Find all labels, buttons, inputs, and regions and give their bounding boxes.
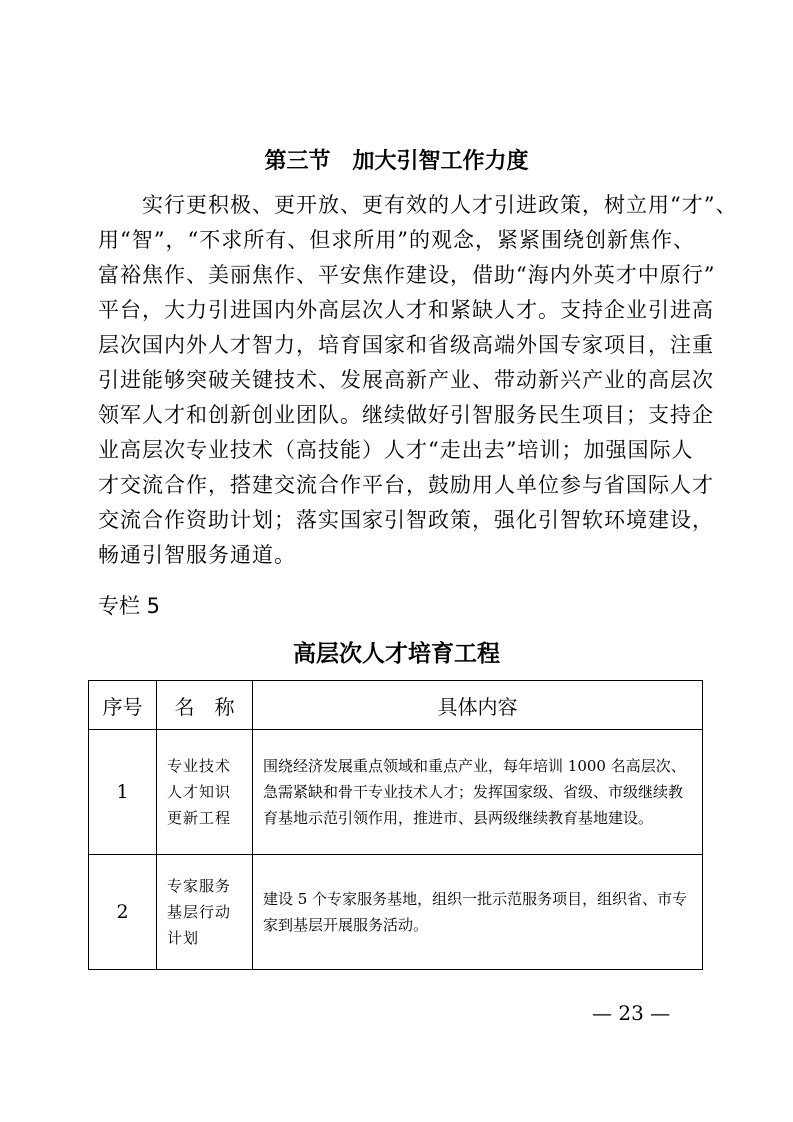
page-number: — 23 — <box>592 1001 671 1025</box>
body-line: 实行更积极、更开放、更有效的人才引进政策，树立用“才”、 <box>142 193 738 217</box>
body-line: 平台，大力引进国内外高层次人才和紧缺人才。支持企业引进高 <box>98 298 714 322</box>
body-line: 富裕焦作、美丽焦作、平安焦作建设，借助“海内外英才中原行” <box>98 263 716 287</box>
project-table <box>88 680 703 970</box>
body-line: 才交流合作，搭建交流合作平台，鼓励用人单位参与省国际人才 <box>98 473 714 497</box>
column-label: 专栏 5 <box>98 594 161 618</box>
row-content: 围绕经济发展重点领域和重点产业，每年培训 1000 名高层次、急需紧缺和骨干专业技术人才；发挥国家级、省级、市级继续教育基地示范引领作用，推进市、县两级继续教育基地建设。 <box>253 730 703 855</box>
header-content: 具体内容 <box>253 681 703 730</box>
section-title: 第三节 加大引智工作力度 <box>264 149 529 174</box>
body-line: 交流合作资助计划；落实国家引智政策，强化引智软环境建设， <box>98 508 714 532</box>
row-index: 1 <box>89 730 157 855</box>
body-paragraph <box>98 188 738 573</box>
table-row <box>89 855 703 970</box>
body-line: 引进能够突破关键技术、发展高新产业、带动新兴产业的高层次 <box>98 368 714 392</box>
row-content: 建设 5 个专家服务基地，组织一批示范服务项目，组织省、市专家到基层开展服务活动。 <box>253 855 703 970</box>
body-line: 领军人才和创新创业团队。继续做好引智服务民生项目；支持企 <box>98 403 714 427</box>
row-name: 专家服务基层行动计划 <box>157 855 253 970</box>
row-index: 2 <box>89 855 157 970</box>
body-line: 畅通引智服务通道。 <box>98 543 296 567</box>
header-name: 名 称 <box>157 681 253 730</box>
table-row <box>89 730 703 855</box>
table-title: 高层次人才培育工程 <box>293 640 500 667</box>
body-line: 用“智”，“不求所有、但求所用”的观念，紧紧围绕创新焦作、 <box>98 228 695 252</box>
table-header-row <box>89 681 703 730</box>
row-name: 专业技术人才知识更新工程 <box>157 730 253 855</box>
body-line: 层次国内外人才智力，培育国家和省级高端外国专家项目，注重 <box>98 333 714 357</box>
body-line: 业高层次专业技术（高技能）人才“走出去”培训；加强国际人 <box>98 438 694 462</box>
header-index: 序号 <box>89 681 157 730</box>
